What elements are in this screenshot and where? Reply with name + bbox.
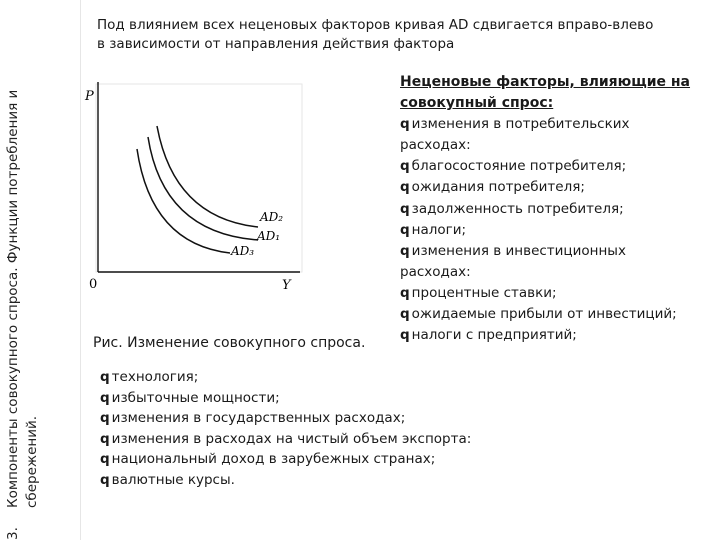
ad3-curve <box>137 149 230 253</box>
factor-item: q благосостояние потребителя; <box>400 158 627 175</box>
factor-item: q избыточные мощности; <box>100 389 280 406</box>
more-factors <box>100 367 471 491</box>
factor-item: q процентные ставки; <box>400 284 557 301</box>
non-price-factors <box>400 72 690 346</box>
factor-item: q технология; <box>100 369 199 385</box>
ad2-curve <box>157 126 258 227</box>
bullet-icon: q <box>100 389 110 406</box>
factor-item: q валютные курсы. <box>100 471 235 488</box>
ad2-label: AD₂ <box>260 210 284 224</box>
bullet-icon: q <box>400 221 410 238</box>
factor-item: q налоги с предприятий; <box>400 327 577 344</box>
factor-item: q налоги; <box>400 221 467 238</box>
factor-item: расходах: <box>400 263 471 280</box>
bullet-icon: q <box>400 179 410 196</box>
x-axis-label: Y <box>282 278 291 293</box>
bullet-icon: q <box>100 471 110 488</box>
bullet-icon: q <box>100 369 110 385</box>
figure-frame <box>96 84 302 272</box>
factor-item: q изменения в расходах на чистый объем экспорта: <box>100 430 472 447</box>
ad3-label: AD₃ <box>231 244 255 258</box>
sidebar <box>0 0 81 540</box>
section-title-line-1: Компоненты совокупного спроса. Функции потребления и <box>5 89 21 508</box>
factor-item: q изменения в потребительских <box>400 116 630 133</box>
factor-item: q национальный доход в зарубежных странах; <box>100 451 436 468</box>
y-axis-label: P <box>85 89 94 104</box>
bullet-icon: q <box>100 430 110 447</box>
section-title-line-2: сбережений. <box>24 415 40 508</box>
ad1-label: AD₁ <box>257 229 281 243</box>
bullet-icon: q <box>400 306 410 323</box>
bullet-icon: q <box>400 116 410 133</box>
factor-item: q ожидания потребителя; <box>400 179 585 196</box>
intro-line-2: в зависимости от направления действия фактора <box>97 36 455 52</box>
section-number: 3. <box>5 527 21 540</box>
bullet-icon: q <box>400 158 410 175</box>
vertical-section-title <box>4 8 80 540</box>
factors-heading-line-2: совокупный спрос: <box>400 95 554 112</box>
origin-label: 0 <box>89 277 98 292</box>
bullet-icon: q <box>400 327 410 344</box>
factor-item: q изменения в государственных расходах; <box>100 410 406 427</box>
ad-shift-figure <box>82 76 307 296</box>
factors-heading-line-1: Неценовые факторы, влияющие на <box>400 74 691 90</box>
factor-item: расходах: <box>400 137 471 154</box>
intro-text <box>97 16 717 54</box>
bullet-icon: q <box>400 242 410 259</box>
factor-item: q ожидаемые прибыли от инвестиций; <box>400 306 677 323</box>
bullet-icon: q <box>100 451 110 468</box>
figure-caption: Рис. Изменение совокупного спроса. <box>93 335 366 351</box>
bullet-icon: q <box>400 200 410 217</box>
bullet-icon: q <box>100 410 110 427</box>
factor-item: q задолженность потребителя; <box>400 200 624 217</box>
factor-item: q изменения в инвестиционных <box>400 242 626 259</box>
bullet-icon: q <box>400 284 410 301</box>
intro-line-1: Под влиянием всех неценовых факторов кривая AD сдвигается вправо-влево <box>97 17 654 33</box>
